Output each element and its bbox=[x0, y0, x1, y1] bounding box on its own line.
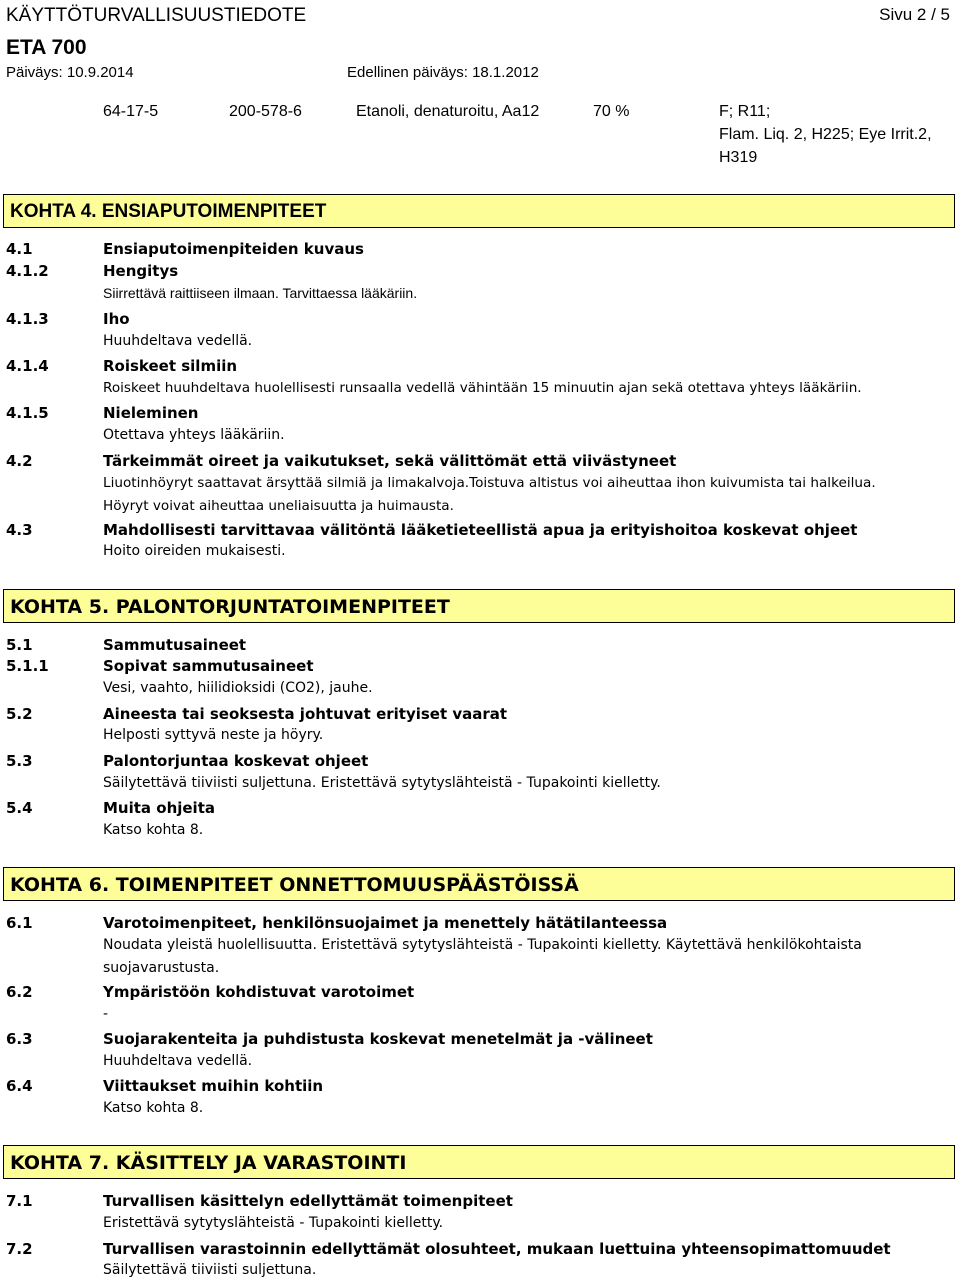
item-number: 4.2 bbox=[6, 452, 33, 470]
item-text: Noudata yleistä huolellisuutta. Eristettävä sytytyslähteistä - Tupakointi kielletty. Käytettävä henkilökohtaista suojavarustusta. bbox=[103, 937, 862, 976]
item-text: Helposti syttyvä neste ja höyry. bbox=[103, 727, 324, 743]
item-number: 7.1 bbox=[6, 1192, 33, 1210]
section-5-header: KOHTA 5. PALONTORJUNTATOIMENPITEET bbox=[3, 589, 955, 623]
item-number: 5.1.1 bbox=[6, 657, 49, 675]
section-6-header: KOHTA 6. TOIMENPITEET ONNETTOMUUSPÄÄSTÖISSÄ bbox=[3, 867, 955, 901]
item-text: Säilytettävä tiiviisti suljettuna. Eristettävä sytytyslähteistä - Tupakointi kielletty. bbox=[103, 775, 661, 791]
item-text: Roiskeet huuhdeltava huolellisesti runsaalla vedellä vähintään 15 minuutin ajan sekä otettava yhteys lääkäriin. bbox=[103, 380, 862, 396]
item-title: Turvallisen käsittelyn edellyttämät toimenpiteet bbox=[103, 1192, 513, 1210]
item-text: Katso kohta 8. bbox=[103, 822, 204, 838]
item-number: 4.1.3 bbox=[6, 310, 49, 328]
component-percent: 70 % bbox=[593, 103, 630, 120]
item-number: 5.1 bbox=[6, 636, 33, 654]
item-text: - bbox=[103, 1006, 109, 1022]
item-title: Turvallisen varastoinnin edellyttämät olosuhteet, mukaan luettuina yhteensopimattomuudet bbox=[103, 1240, 891, 1258]
item-number: 5.2 bbox=[6, 705, 33, 723]
item-title: Tärkeimmät oireet ja vaikutukset, sekä välittömät että viivästyneet bbox=[103, 452, 677, 470]
item-title: Roiskeet silmiin bbox=[103, 357, 238, 375]
item-title: Muita ohjeita bbox=[103, 799, 215, 817]
item-title: Mahdollisesti tarvittavaa välitöntä lääketieteellistä apua ja erityishoitoa koskevat ohjeet bbox=[103, 521, 858, 539]
page-number: Sivu 2 / 5 bbox=[879, 5, 950, 24]
item-number: 6.2 bbox=[6, 983, 33, 1001]
item-text: Huuhdeltava vedellä. bbox=[103, 1053, 253, 1069]
item-title: Ympäristöön kohdistuvat varotoimet bbox=[103, 983, 415, 1001]
item-number: 4.1.5 bbox=[6, 404, 49, 422]
item-text: Hoito oireiden mukaisesti. bbox=[103, 543, 286, 559]
item-title: Sopivat sammutusaineet bbox=[103, 657, 314, 675]
item-text: Vesi, vaahto, hiilidioksidi (CO2), jauhe. bbox=[103, 680, 373, 696]
component-classification: F; R11; Flam. Liq. 2, H225; Eye Irrit.2, H319 bbox=[719, 103, 932, 166]
item-number: 5.3 bbox=[6, 752, 33, 770]
item-title: Ensiaputoimenpiteiden kuvaus bbox=[103, 240, 364, 258]
item-number: 5.4 bbox=[6, 799, 33, 817]
item-title: Nieleminen bbox=[103, 404, 199, 422]
item-number: 4.3 bbox=[6, 521, 33, 539]
component-name: Etanoli, denaturoitu, Aa12 bbox=[356, 103, 540, 120]
item-number: 4.1.2 bbox=[6, 262, 49, 280]
section-4-header: KOHTA 4. ENSIAPUTOIMENPITEET bbox=[3, 194, 955, 228]
item-text: Säilytettävä tiiviisti suljettuna. bbox=[103, 1262, 317, 1278]
item-title: Sammutusaineet bbox=[103, 636, 247, 654]
previous-date: Edellinen päiväys: 18.1.2012 bbox=[347, 64, 539, 81]
item-title: Iho bbox=[103, 310, 130, 328]
item-text: Siirrettävä raittiiseen ilmaan. Tarvittaessa lääkäriin. bbox=[103, 285, 418, 301]
item-title: Palontorjuntaa koskevat ohjeet bbox=[103, 752, 369, 770]
issue-date: Päiväys: 10.9.2014 bbox=[6, 64, 134, 81]
item-number: 4.1 bbox=[6, 240, 33, 258]
item-text: Eristettävä sytytyslähteistä - Tupakointi kielletty. bbox=[103, 1215, 444, 1231]
item-number: 6.1 bbox=[6, 914, 33, 932]
component-cas: 200-578-6 bbox=[229, 103, 302, 120]
item-number: 6.4 bbox=[6, 1077, 33, 1095]
item-number: 4.1.4 bbox=[6, 357, 49, 375]
item-title: Varotoimenpiteet, henkilönsuojaimet ja menettely hätätilanteessa bbox=[103, 914, 668, 932]
item-text: Katso kohta 8. bbox=[103, 1100, 204, 1116]
document-title: KÄYTTÖTURVALLISUUSTIEDOTE bbox=[6, 5, 307, 26]
product-name: ETA 700 bbox=[6, 36, 87, 59]
component-ec: 64-17-5 bbox=[103, 103, 159, 120]
section-7-header: KOHTA 7. KÄSITTELY JA VARASTOINTI bbox=[3, 1145, 955, 1179]
item-number: 7.2 bbox=[6, 1240, 33, 1258]
item-text: Liuotinhöyryt saattavat ärsyttää silmiä ja limakalvoja.Toistuva altistus voi aiheuttaa ihon kuivumista tai halkeilua. Höyryt voivat aiheuttaa uneliaisuutta ja huimausta. bbox=[103, 475, 876, 514]
item-text: Huuhdeltava vedellä. bbox=[103, 333, 253, 349]
item-title: Aineesta tai seoksesta johtuvat erityiset vaarat bbox=[103, 705, 508, 723]
item-title: Hengitys bbox=[103, 262, 179, 280]
item-title: Viittaukset muihin kohtiin bbox=[103, 1077, 324, 1095]
item-number: 6.3 bbox=[6, 1030, 33, 1048]
item-title: Suojarakenteita ja puhdistusta koskevat menetelmät ja -välineet bbox=[103, 1030, 653, 1048]
item-text: Otettava yhteys lääkäriin. bbox=[103, 427, 285, 443]
